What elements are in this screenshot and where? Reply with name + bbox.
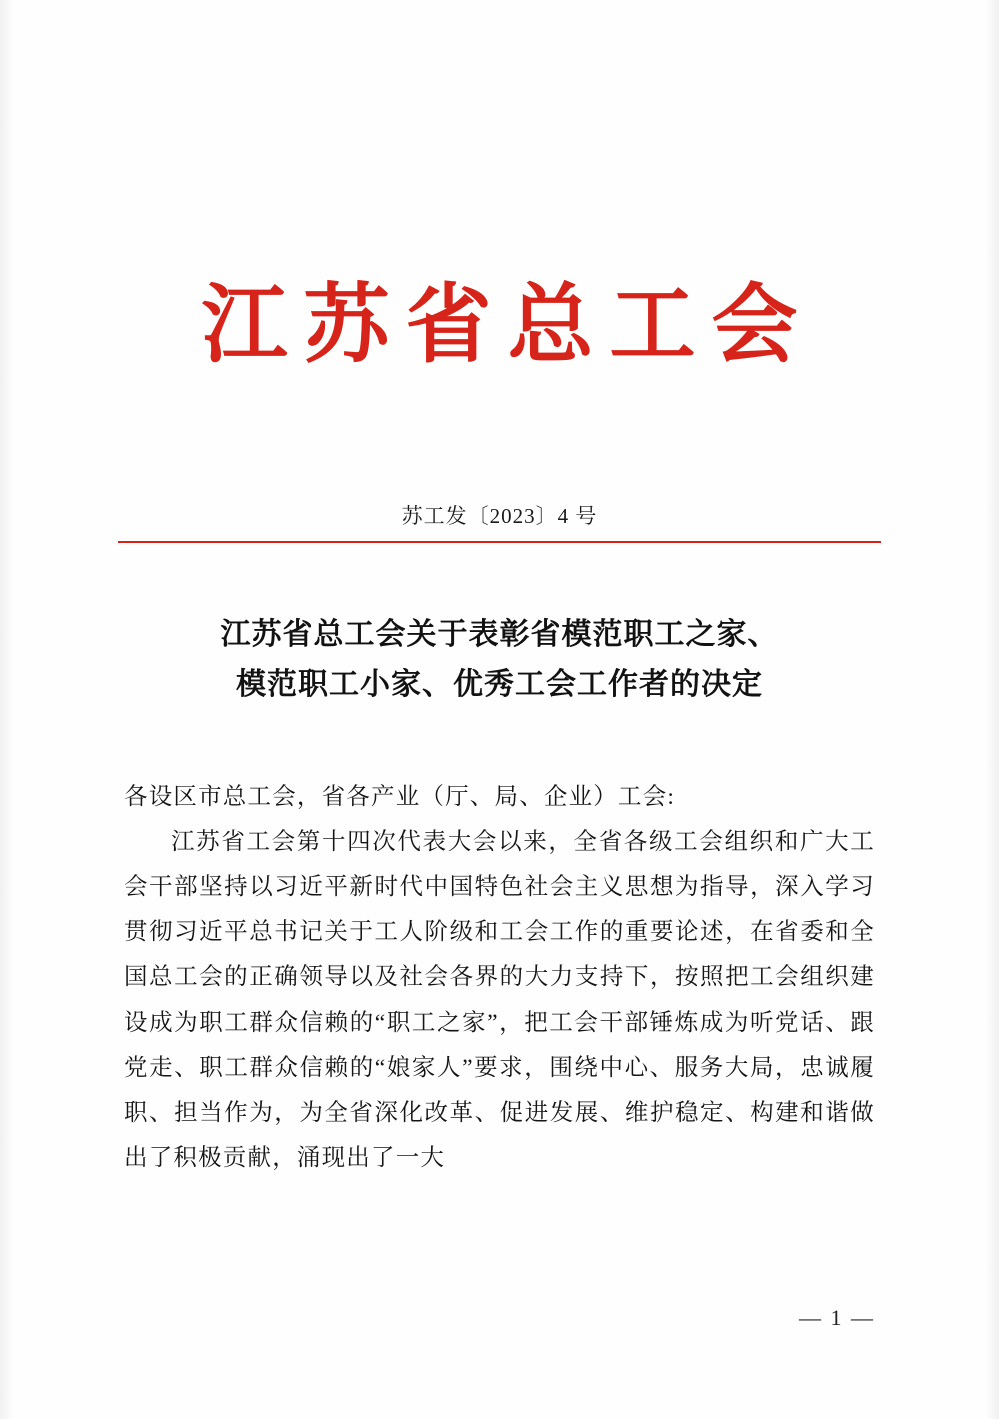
red-divider-rule <box>118 541 881 543</box>
document-number: 苏工发〔2023〕4 号 <box>401 504 598 528</box>
page-number: — 1 — <box>799 1305 875 1330</box>
salutation-line: 各设区市总工会，省各产业（厅、局、企业）工会: <box>124 784 676 810</box>
document-title-line-1: 江苏省总工会关于表彰省模范职工之家、 <box>220 618 779 651</box>
document-title-line-2: 模范职工小家、优秀工会工作者的决定 <box>236 667 763 701</box>
body-paragraph-1: 江苏省工会第十四次代表大会以来，全省各级工会组织和广大工会干部坚持以习近平新时代中国特色社会主义思想为指导，深入学习贯彻习近平总书记关于工人阶级和工会工作的重要论述，在省委和全国总工会的正确领导以及社会各界的大力支持下，按照把工会组织建设成为职工群众信赖的“职工之家”，把工会干部锤炼成为听党话、跟党走、职工群众信赖的“娘家人”要求，围绕中心、服务大局，忠诚履职、担当作为，为全省深化改革、促进发展、维护稳定、构建和谐做出了积极贡献，涌现出了一大 <box>124 829 875 1171</box>
organization-masthead: 江苏省总工会 <box>201 277 814 373</box>
document-body <box>124 775 875 1181</box>
page-content <box>118 0 881 1419</box>
document-title <box>146 610 853 709</box>
